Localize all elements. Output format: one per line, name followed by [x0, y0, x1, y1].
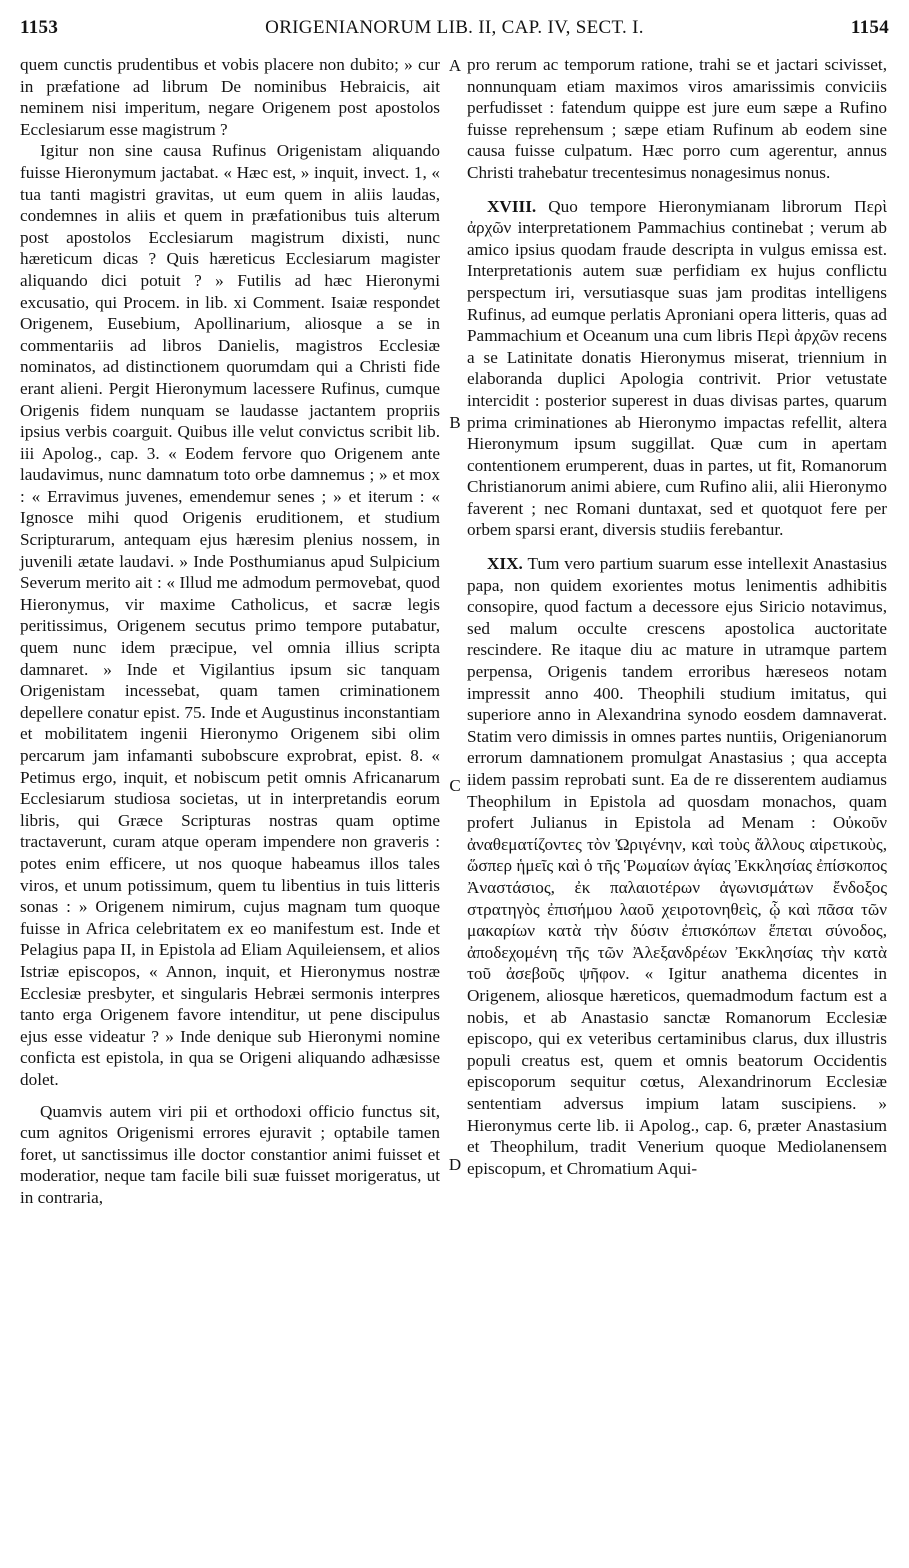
section-xix-paragraph — [467, 553, 887, 1179]
section-number: XIX. — [487, 554, 523, 574]
page-number-left: 1153 — [20, 17, 59, 38]
margin-marker-b: B — [449, 413, 461, 432]
section-text: Tum vero partium suarum esse intellexit Anastasius papa, non quidem exorientes motus lenimentis adhibitis consopire, quod factum a decessore ejus Siricio notavimus, sed malum occulte crescens apostolica auctoritate rescindere. Re itaque diu ac mature in utramque partem perpensa, Origenis tandem erroribus hæreseos notam impressit anno 400. Theophili studium imitatus, qui superiore anno in Alexandrina synodo eosdem damnaverat. Statim vero dimissis in omnes partes nuntiis, Origenianorum errorum damnationem promulgat Anastasius ; qua accepta iidem passim reprobati sunt. Ea de re disserentem audiamus Theophilum in Epistola ad quosdam monachos, quam profert Julianus in Epistola ad Menam : Οὐκοῦν ἀναθεματίζοντες τὸν Ὠριγένην, καὶ τοὺς ἄλλους αἱρετικοὺς, ὥσπερ ἡμεῖς καὶ ὁ τῆς Ῥωμαίων ἁγίας Ἐκκλησίας ἐπίσκοπος Ἀναστάσιος, ἐκ παλαιοτέρων ἀγωνισμάτων ἔνδοξος στρατηγὸς ἐπισήμου λαοῦ χειροτονηθεὶς, ᾧ καὶ πᾶσα τῶν μακαρίων κατὰ τὴν δύσιν ἐπισκόπων ἕπεται σύνοδος, ἀποδεχομένη τῆς τῶν Ἀλεξανδρέων Ἐκκλησίας τὴν κατὰ τοῦ ἀσεβοῦς ψῆφον. « Igitur anathema dicentes in Origenem, aliosque hæreticos, quemadmodum factum est a nobis, et ab Anastasio sanctæ Romanorum Ecclesiæ episcopo, qui ex veteribus certaminibus clarus, dux illustris populi creatus est, quem et omnis beatorum Occidentis episcoporum sequitur cœtus, Alexandrinorum Ecclesiæ sententiam adversus impium latam suscipiens. » Hieronymus certe lib. ii Apolog., cap. 6, præter Anastasium et Theophilum, tradit Venerium quoque Mediolanensem episcopum, et Chromatium Aqui- — [467, 554, 887, 1178]
section-number: XVIII. — [487, 196, 537, 216]
margin-marker-c: C — [449, 776, 461, 795]
margin-marker-a: A — [448, 56, 462, 75]
paragraph: pro rerum ac temporum ratione, trahi se et jactari scivisset, nonnunquam etiam maximos viros amarissimis conviciis perfudisset : fatendum quippe est jure eum sæpe a Rufino fuisse reprehensum ; sæpe etiam Rufinum ab eodem sine causa fuisse culpatum. Hæc porro cum agerentur, annus Christi trahebatur trecentesimus nonagesimus nonus. — [467, 55, 887, 182]
left-column — [20, 54, 440, 1208]
page-number-right: 1154 — [850, 17, 889, 38]
section-xviii-paragraph — [467, 196, 887, 542]
paragraph: Quamvis autem viri pii et orthodoxi officio functus sit, cum agnitos Origenismi errores ejuravit ; optabile tamen foret, ut sanctissimus ille doctor constantior animi fuisset et moderatior, neque tam facile bili suæ fuisset morigeratus, ut in contraria, — [20, 1101, 440, 1207]
paragraph: Igitur non sine causa Rufinus Origenistam aliquando fuisse Hieronymum jactabat. « Hæc est, » inquit, invect. 1, « tua tanti magistri gravitas, ut eum quem in aliis laudas, condemnes in aliis et quem in præfationibus tuis alterum post apostolos Ecclesiarum magistrum dixisti, nunc hæreticum dicas ? Quis hæreticus Ecclesiarum magister aliquando dici potuit ? » Futilis ad hæc Hieronymi excusatio, qui Procem. in lib. xi Comment. Isaiæ respondet Origenem, Eusebium, Apollinarium, aliosque a se in commentariis ad libros Danielis, magistros Ecclesiæ nominatos, ad distinctionem quorumdam qui a Christi fide erant alieni. Pergit Hieronymum lacessere Rufinus, cumque Origenis fidem nunquam se laudasse jactantem propriis ipsius verbis coarguit. Quibus ille velut convictus scribit lib. iii Apolog., cap. 3. « Eodem fervore quo Origenem ante laudavimus, nunc damnatum toto orbe damnemus ; » et mox : « Erravimus juvenes, emendemur senes ; » et iterum : « Ignosce mihi quod Origenis eruditionem, et studium Scripturarum, antequam ejus hæresim plenius nossem, in juvenili ætate laudavi. » Inde Posthumianus apud Sulpicium Severum merito ait : « Illud me admodum permovebat, quod Hieronymus, vir maxime Catholicus, et sacræ legis peritissimus, Origenem secutus primo tempore putabatur, quem nunc idem præcipue, vel omnia illius scripta damnaret. » Inde et Vigilantius ipsum sic tanquam Origenistam incessebat, quam tamen criminationem depellere conatur epist. 75. Inde et Augustinus inconstantiam et mobilitatem ingenii Hieronymo Origenem sibi olim percarum jam infamanti subobscure exprobrat, epist. 8. « Petimus ergo, inquit, et nobiscum petit omnis Africanarum Ecclesiarum studiosa societas, ut in interpretandis eorum libris, qui Græce Scripturas nostras quam optime tractaverunt, curam atque operam impendere non graveris : potes enim efficere, ut nos quoque habeamus illos tales viros, et unum potissimum, quem tu libentius in tuis litteris sonas : » Origenem nimirum, cujus magnam tum quoque fuisse in Africa celebritatem ex eo manifestum est. Inde et Pelagius papa II, in Epistola ad Eliam Aquileiensem, et alios Istriæ episcopos, « Annon, inquit, et Hieronymus nostræ Ecclesiæ presbyter, et singularis Hebræi sermonis interpres tanto erga Origenem favore intenditur, ut pene discipulus ejus esse videatur ? » Inde denique sub Hieronymi nomine conficta est epistola, in qua se Origeni aliquando adhæsisse dolet. — [20, 141, 440, 1089]
running-title: ORIGENIANORUM LIB. II, CAP. IV, SECT. I. — [265, 17, 644, 38]
margin-marker-d: D — [448, 1155, 462, 1174]
page-header — [20, 14, 889, 42]
paragraph: quem cunctis prudentibus et vobis placere non dubito; » cur in præfatione ad librum De nominibus Hebraicis, ait neminem nisi imperitum, negare Origenem post apostolos Ecclesiarum esse magistrum ? — [20, 55, 440, 139]
section-text: Quo tempore Hieronymianam librorum Περὶ ἀρχῶν interpretationem Pammachius continebat ; verum ab amico ipsius quodam fraude descripta in vulgus emissa est. Interpretationis autem suæ perfidiam ex hujus conflictu perspectum iri, versutiasque suas jam proditas intelligens Rufinus, ad eumque perlatis Aproniani opera litteris, quas ad Pammachium et Oceanum una cum libris Περὶ ἀρχῶν recens a se Latinitate donatis Hieronymus miserat, triennium in elaboranda duplici Apologia contrivit. Prior vetustate intercidit : posterior superest in duas divisas partes, quarum prima criminationes ab Hieronymo impactas refellit, altera Hieronymum ipsum suggillat. Quæ cum in apertam contentionem erumperent, duas in partes, ut fit, Romanorum Christianorum animi abiere, cum Rufino alii, alii Hieronymo faverent ; nec Romani duntaxat, sed et quotquot fere per orbem sparsi erant, diversis studiis ferebantur. — [467, 196, 887, 540]
right-column — [467, 54, 887, 1179]
